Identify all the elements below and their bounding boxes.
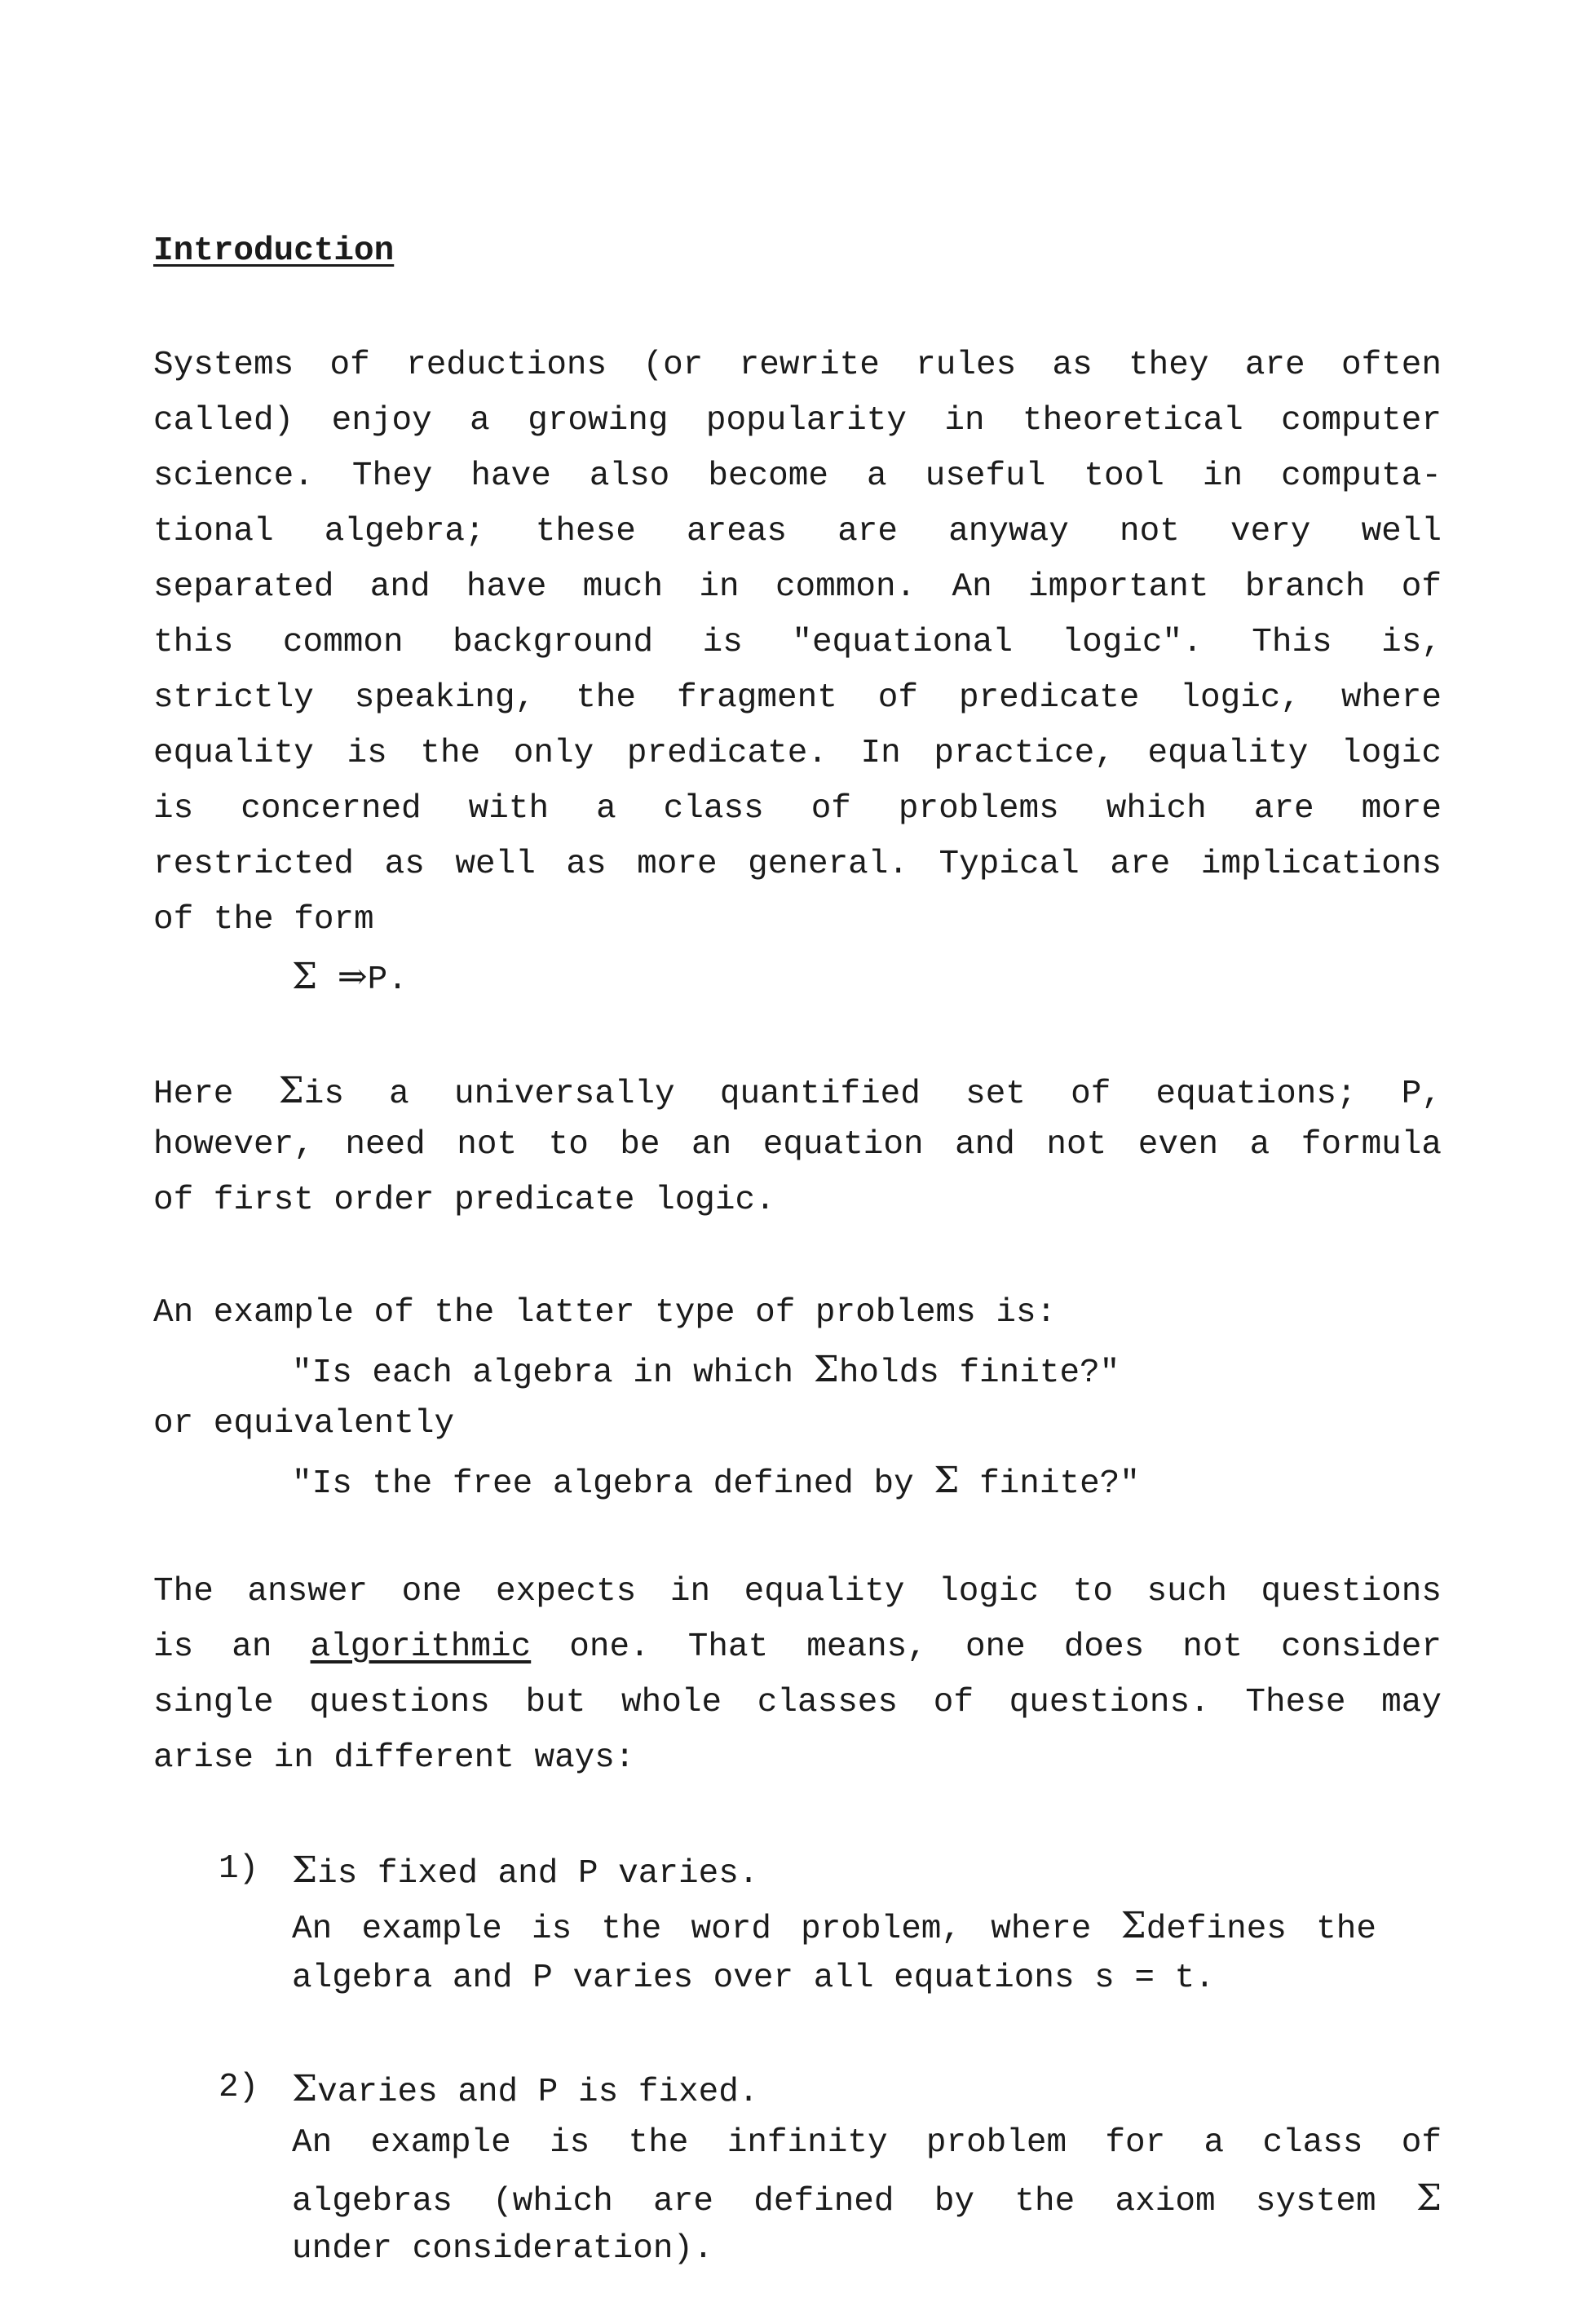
paragraph-line: is concerned with a class of problems which are more (153, 790, 1442, 828)
list-item-body: algebras (which are defined by the axiom system Σ (292, 2177, 1442, 2220)
formula-consequent: P. (367, 961, 408, 999)
question-1: "Is each algebra in which Σholds finite?" (292, 1349, 1120, 1392)
paragraph-line: of first order predicate logic. (153, 1182, 775, 1219)
paragraph-line: equality is the only predicate. In practice, equality logic (153, 735, 1442, 772)
emphasis-algorithmic: algorithmic (310, 1628, 532, 1666)
list-item-head: Σis fixed and P varies. (292, 1849, 759, 1893)
question-2: "Is the free algebra defined by Σ finite?" (292, 1460, 1140, 1503)
paragraph-line: or equivalently (153, 1405, 455, 1443)
paragraph-line: this common background is "equational logic". This is, (153, 624, 1442, 661)
paragraph-line: of the form (153, 901, 374, 939)
paragraph-line: Systems of reductions (or rewrite rules as they are often (153, 347, 1442, 384)
paragraph-line: is an algorithmic one. That means, one does not consider (153, 1628, 1442, 1666)
paragraph-line: restricted as well as more general. Typical are implications (153, 846, 1442, 883)
list-item-number: 1) (219, 1850, 259, 1888)
paragraph-line: called) enjoy a growing popularity in theoretical computer (153, 402, 1442, 440)
paragraph-line: strictly speaking, the fragment of predicate logic, where (153, 679, 1442, 717)
list-item-number: 2) (219, 2069, 259, 2106)
sigma-symbol: Σ (292, 1849, 318, 1891)
paragraph-line: tional algebra; these areas are anyway not very well (153, 513, 1442, 550)
list-item-body: under consideration). (292, 2230, 713, 2268)
paragraph-line: An example of the latter type of problems is: (153, 1294, 1057, 1332)
implies-symbol: ⇒ (337, 956, 368, 997)
paragraph-line: single questions but whole classes of questions. These may (153, 1684, 1442, 1721)
list-item-body: An example is the infinity problem for a class of (292, 2124, 1442, 2162)
paragraph-line: arise in different ways: (153, 1739, 635, 1777)
paragraph-line: science. They have also become a useful tool in computa- (153, 457, 1442, 495)
paragraph-line: however, need not to be an equation and not even a formula (153, 1126, 1442, 1164)
list-item-head: Σvaries and P is fixed. (292, 2068, 759, 2111)
sigma-symbol: Σ (813, 1349, 839, 1390)
section-heading: Introduction (153, 232, 395, 270)
paragraph-line: separated and have much in common. An important branch of (153, 568, 1442, 606)
implication-formula (292, 956, 408, 999)
sigma-symbol: Σ (934, 1460, 960, 1501)
sigma-symbol: Σ (1416, 2177, 1442, 2219)
sigma-symbol: Σ (1120, 1905, 1146, 1946)
paragraph-line: The answer one expects in equality logic to such questions (153, 1573, 1442, 1610)
list-item-body: An example is the word problem, where Σdefines the (292, 1905, 1376, 1948)
sigma-symbol: Σ (278, 1070, 304, 1111)
sigma-symbol: Σ (292, 956, 318, 997)
list-item-body: algebra and P varies over all equations s = t. (292, 1959, 1215, 1997)
paragraph-line: Here Σis a universally quantified set of equations; P, (153, 1070, 1442, 1113)
sigma-symbol: Σ (292, 2068, 318, 2110)
